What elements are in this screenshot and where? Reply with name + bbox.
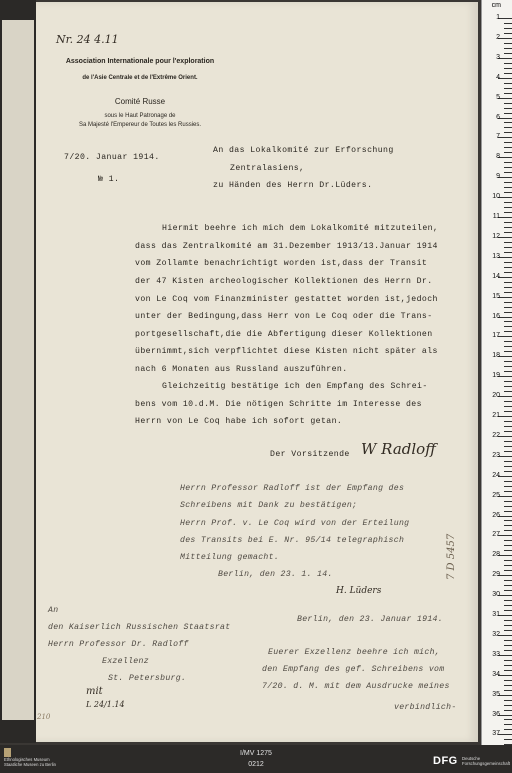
- ruler-label: 4: [496, 73, 500, 81]
- ruler-minor-tick: [504, 630, 512, 631]
- ruler-minor-tick: [504, 401, 512, 402]
- ruler-minor-tick: [504, 272, 512, 273]
- handwritten-reference: Nr. 24 4.11: [56, 33, 119, 46]
- note-initials: H. Lüders: [336, 586, 382, 596]
- ruler-minor-tick: [504, 670, 512, 671]
- ruler-minor-tick: [504, 724, 512, 725]
- reply-date: Berlin, den 23. Januar 1914.: [297, 615, 443, 624]
- ruler-tick: [498, 615, 512, 616]
- ruler-minor-tick: [504, 610, 512, 611]
- ruler-label: 10: [492, 193, 500, 201]
- ruler-tick: [498, 118, 512, 119]
- ruler-minor-tick: [504, 441, 512, 442]
- ruler-minor-tick: [504, 132, 512, 133]
- ruler-label: 28: [492, 551, 500, 559]
- ruler-label: 20: [492, 392, 500, 400]
- ruler-label: 27: [492, 531, 500, 539]
- body-line: übernimmt,sich verpflichtet diese Kisten nicht später als: [135, 347, 438, 356]
- ruler-minor-tick: [504, 565, 512, 566]
- ruler-minor-tick: [504, 222, 512, 223]
- patronage-line-2: Sa Majesté l'Empereur de Toutes les Russies.: [78, 122, 202, 128]
- reply-line: verbindlich-: [394, 703, 457, 712]
- ruler-minor-tick: [504, 540, 512, 541]
- ruler-tick: [498, 177, 512, 178]
- ruler-label: 9: [496, 173, 500, 181]
- ruler-minor-tick: [504, 167, 512, 168]
- ruler-minor-tick: [504, 680, 512, 681]
- ruler-label: 22: [492, 431, 500, 439]
- body-line: dass das Zentralkomité am 31.Dezember 1913/13.Januar 1914: [135, 242, 438, 251]
- reply-line: 7/20. d. M. mit dem Ausdrucke meines: [262, 682, 450, 691]
- ruler-tick: [498, 217, 512, 218]
- body-line: von Le Coq vom Finanzminister gestattet worden ist,jedoch: [135, 295, 438, 304]
- patronage-line-1: sous le Haut Patronage de: [104, 113, 176, 119]
- ruler-minor-tick: [504, 147, 512, 148]
- ruler-minor-tick: [504, 700, 512, 701]
- ruler-minor-tick: [504, 122, 512, 123]
- ruler-label: 30: [492, 591, 500, 599]
- note-line: Mitteilung gemacht.: [180, 553, 280, 562]
- ruler-minor-tick: [504, 411, 512, 412]
- letter-date: 7/20. Januar 1914.: [64, 153, 160, 162]
- ruler-minor-tick: [504, 620, 512, 621]
- ruler-minor-tick: [504, 242, 512, 243]
- ruler-tick: [498, 396, 512, 397]
- ruler-minor-tick: [504, 192, 512, 193]
- ruler-label: 29: [492, 571, 500, 579]
- handwritten-mark: 210: [37, 713, 51, 721]
- address-line: An das Lokalkomité zur Erforschung: [213, 146, 394, 155]
- ruler-minor-tick: [504, 331, 512, 332]
- ruler-minor-tick: [504, 625, 512, 626]
- ruler-minor-tick: [504, 739, 512, 740]
- ruler-minor-tick: [504, 580, 512, 581]
- ruler-minor-tick: [504, 302, 512, 303]
- body-line: unter der Bedingung,dass Herr von Le Coq oder die Trans-: [135, 312, 433, 321]
- ruler-tick: [498, 436, 512, 437]
- ruler-minor-tick: [504, 247, 512, 248]
- dfg-line-1: Deutsche: [462, 756, 481, 761]
- ruler-minor-tick: [504, 710, 512, 711]
- ruler-minor-tick: [504, 665, 512, 666]
- ruler-minor-tick: [504, 471, 512, 472]
- ruler-minor-tick: [504, 182, 512, 183]
- ruler-minor-tick: [504, 600, 512, 601]
- body-line: vom Zollamte benachrichtigt worden ist,dass der Transit: [135, 259, 428, 268]
- margin-number: 7 D 5457: [446, 533, 457, 580]
- note-line: Herrn Professor Radloff ist der Empfang des: [180, 484, 405, 493]
- address-line: Zentralasiens,: [230, 164, 305, 173]
- ruler-minor-tick: [504, 361, 512, 362]
- ruler-tick: [498, 496, 512, 497]
- ruler-minor-tick: [504, 520, 512, 521]
- body-line: der 47 Kisten archeologischer Kollektionen des Herrn Dr.: [135, 277, 433, 286]
- ruler-tick: [498, 137, 512, 138]
- museum-line-2: Staatliche Museen zu Berlin: [4, 762, 56, 767]
- ruler-minor-tick: [504, 88, 512, 89]
- ruler-minor-tick: [504, 227, 512, 228]
- ruler-minor-tick: [504, 73, 512, 74]
- ruler-minor-tick: [504, 381, 512, 382]
- body-line: Gleichzeitig bestätige ich den Empfang des Schrei-: [162, 382, 428, 391]
- ruler-minor-tick: [504, 550, 512, 551]
- ruler-minor-tick: [504, 570, 512, 571]
- ruler-tick: [498, 476, 512, 477]
- ruler-minor-tick: [504, 351, 512, 352]
- ruler-label: 19: [492, 372, 500, 380]
- ruler-minor-tick: [504, 501, 512, 502]
- recipient-line: Exzellenz: [102, 657, 149, 666]
- museum-line-1: Ethnologisches Museum: [4, 757, 50, 762]
- note-place-date: Berlin, den 23. 1. 14.: [218, 570, 333, 579]
- ruler-tick: [498, 18, 512, 19]
- ruler-minor-tick: [504, 282, 512, 283]
- ruler-tick: [498, 98, 512, 99]
- ruler-minor-tick: [504, 287, 512, 288]
- ruler-minor-tick: [504, 207, 512, 208]
- ruler-tick: [498, 635, 512, 636]
- ruler-minor-tick: [504, 650, 512, 651]
- ruler-tick: [498, 595, 512, 596]
- signature: W Radloff: [361, 440, 436, 458]
- ruler-minor-tick: [504, 312, 512, 313]
- ruler-minor-tick: [504, 605, 512, 606]
- ruler-label: 17: [492, 332, 500, 340]
- ruler-label: 7: [496, 133, 500, 141]
- ruler-label: 16: [492, 312, 500, 320]
- ruler-label: 13: [492, 252, 500, 260]
- ruler-minor-tick: [504, 28, 512, 29]
- ruler-minor-tick: [504, 93, 512, 94]
- dfg-label: [462, 756, 510, 766]
- reply-line: Euerer Exzellenz beehre ich mich,: [268, 648, 441, 657]
- ruler-minor-tick: [504, 232, 512, 233]
- ruler-tick: [498, 516, 512, 517]
- ruler-minor-tick: [504, 103, 512, 104]
- note-line: Schreibens mit Dank zu bestätigen;: [180, 501, 358, 510]
- ruler-tick: [498, 157, 512, 158]
- ruler-minor-tick: [504, 43, 512, 44]
- closing-line: Der Vorsitzende: [270, 450, 350, 459]
- ruler-minor-tick: [504, 53, 512, 54]
- ruler-minor-tick: [504, 113, 512, 114]
- ruler-tick: [498, 675, 512, 676]
- ruler-minor-tick: [504, 461, 512, 462]
- handwritten-mark: mit: [86, 686, 103, 697]
- ruler-minor-tick: [504, 321, 512, 322]
- ruler-minor-tick: [504, 68, 512, 69]
- ruler-label: 14: [492, 272, 500, 280]
- recipient-line: Herrn Professor Dr. Radloff: [48, 640, 189, 649]
- body-line: Herrn von Le Coq habe ich sofort getan.: [135, 417, 343, 426]
- ruler-label: 36: [492, 710, 500, 718]
- ruler-minor-tick: [504, 690, 512, 691]
- body-line: portgesellschaft,die die Abfertigung dieser Kollektionen: [135, 330, 433, 339]
- ruler-label: 15: [492, 292, 500, 300]
- ruler-label: 18: [492, 352, 500, 360]
- ruler-minor-tick: [504, 341, 512, 342]
- ruler-minor-tick: [504, 23, 512, 24]
- ruler-minor-tick: [504, 172, 512, 173]
- ruler-minor-tick: [504, 386, 512, 387]
- ruler-label: 32: [492, 630, 500, 638]
- ruler-minor-tick: [504, 33, 512, 34]
- ruler-tick: [498, 456, 512, 457]
- page-number: 0212: [248, 761, 264, 768]
- letter-number: № 1.: [98, 175, 120, 184]
- ruler-minor-tick: [504, 729, 512, 730]
- ruler-minor-tick: [504, 346, 512, 347]
- ruler-minor-tick: [504, 83, 512, 84]
- ruler-tick: [498, 78, 512, 79]
- ruler-tick: [498, 317, 512, 318]
- ruler-tick: [498, 734, 512, 735]
- ruler-label: 1: [496, 14, 500, 21]
- ruler-tick: [498, 257, 512, 258]
- ruler-label: 33: [492, 650, 500, 658]
- ruler-tick: [498, 58, 512, 59]
- body-line: Hiermit beehre ich mich dem Lokalkomité mitzuteilen,: [162, 224, 439, 233]
- handwritten-mark: L 24/1.14: [86, 700, 125, 709]
- ruler-minor-tick: [504, 202, 512, 203]
- ruler-minor-tick: [504, 127, 512, 128]
- ruler-minor-tick: [504, 262, 512, 263]
- ruler-tick: [498, 655, 512, 656]
- ruler-minor-tick: [504, 152, 512, 153]
- note-line: des Transits bei E. Nr. 95/14 telegraphisch: [180, 536, 405, 545]
- ruler-tick: [498, 715, 512, 716]
- ruler-minor-tick: [504, 326, 512, 327]
- ruler-tick: [498, 336, 512, 337]
- ruler-label: 6: [496, 113, 500, 121]
- org-line-1: Association Internationale pour l'exploration: [65, 58, 215, 65]
- recipient-line: St. Petersburg.: [108, 674, 187, 683]
- ruler-label: 37: [492, 730, 500, 738]
- ruler-minor-tick: [504, 466, 512, 467]
- ruler-label: 3: [496, 53, 500, 61]
- ruler-label: 34: [492, 670, 500, 678]
- ruler-minor-tick: [504, 685, 512, 686]
- ruler-minor-tick: [504, 446, 512, 447]
- dfg-line-2: Forschungsgemeinschaft: [462, 761, 511, 766]
- ruler-tick: [498, 376, 512, 377]
- ruler-label: 26: [492, 511, 500, 519]
- ruler-tick: [498, 277, 512, 278]
- ruler-tick: [498, 197, 512, 198]
- ruler-minor-tick: [504, 212, 512, 213]
- recipient-line: den Kaiserlich Russischen Staatsrat: [48, 623, 231, 632]
- ruler-minor-tick: [504, 660, 512, 661]
- ruler-minor-tick: [504, 506, 512, 507]
- archive-id: I/MV 1275: [240, 750, 272, 757]
- measurement-ruler: [481, 0, 512, 748]
- ruler-tick: [498, 38, 512, 39]
- ruler-minor-tick: [504, 63, 512, 64]
- ruler-label: 24: [492, 471, 500, 479]
- org-line-2: de l'Asie Centrale et de l'Extrême Orient.: [82, 75, 198, 81]
- folder-card: [2, 20, 34, 720]
- ruler-label: 31: [492, 611, 500, 618]
- address-line: zu Händen des Herrn Dr.Lüders.: [213, 181, 373, 190]
- ruler-minor-tick: [504, 108, 512, 109]
- ruler-tick: [498, 297, 512, 298]
- ruler-minor-tick: [504, 267, 512, 268]
- ruler-minor-tick: [504, 426, 512, 427]
- ruler-tick: [498, 416, 512, 417]
- ruler-minor-tick: [504, 590, 512, 591]
- ruler-minor-tick: [504, 585, 512, 586]
- ruler-minor-tick: [504, 48, 512, 49]
- reply-line: den Empfang des gef. Schreibens vom: [262, 665, 445, 674]
- ruler-minor-tick: [504, 292, 512, 293]
- body-line: bens vom 10.d.M. Die nötigen Schritte im Interesse des: [135, 400, 422, 409]
- ruler-minor-tick: [504, 545, 512, 546]
- ruler-minor-tick: [504, 645, 512, 646]
- ruler-minor-tick: [504, 719, 512, 720]
- ruler-minor-tick: [504, 307, 512, 308]
- ruler-minor-tick: [504, 481, 512, 482]
- ruler-minor-tick: [504, 525, 512, 526]
- ruler-minor-tick: [504, 421, 512, 422]
- ruler-minor-tick: [504, 391, 512, 392]
- body-line: nach 6 Monaten aus Russland auszuführen.: [135, 365, 348, 374]
- ruler-label: 35: [492, 690, 500, 698]
- ruler-minor-tick: [504, 406, 512, 407]
- ruler-label: 25: [492, 491, 500, 499]
- ruler-tick: [498, 356, 512, 357]
- ruler-minor-tick: [504, 511, 512, 512]
- ruler-minor-tick: [504, 187, 512, 188]
- ruler-label: 21: [492, 412, 500, 419]
- ruler-minor-tick: [504, 371, 512, 372]
- ruler-label: 23: [492, 451, 500, 459]
- ruler-tick: [498, 535, 512, 536]
- ruler-tick: [498, 237, 512, 238]
- ruler-minor-tick: [504, 560, 512, 561]
- ruler-minor-tick: [504, 640, 512, 641]
- ruler-label: 11: [492, 213, 500, 220]
- ruler-minor-tick: [504, 252, 512, 253]
- ruler-minor-tick: [504, 451, 512, 452]
- ruler-label: 12: [492, 232, 500, 240]
- ruler-label: 8: [496, 153, 500, 161]
- committee-name: Comité Russe: [114, 97, 166, 106]
- note-line: Herrn Prof. v. Le Coq wird von der Erteilung: [180, 519, 410, 528]
- ruler-minor-tick: [504, 530, 512, 531]
- ruler-tick: [498, 555, 512, 556]
- ruler-label: 2: [496, 33, 500, 41]
- ruler-unit: cm: [491, 2, 501, 9]
- ruler-minor-tick: [504, 705, 512, 706]
- ruler-minor-tick: [504, 486, 512, 487]
- ruler-minor-tick: [504, 162, 512, 163]
- ruler-minor-tick: [504, 491, 512, 492]
- dfg-logo: DFG: [433, 755, 458, 767]
- ruler-minor-tick: [504, 142, 512, 143]
- ruler-tick: [498, 695, 512, 696]
- ruler-label: 5: [496, 93, 500, 101]
- recipient-line: An: [48, 606, 59, 615]
- ruler-minor-tick: [504, 431, 512, 432]
- ruler-minor-tick: [504, 366, 512, 367]
- ruler-tick: [498, 575, 512, 576]
